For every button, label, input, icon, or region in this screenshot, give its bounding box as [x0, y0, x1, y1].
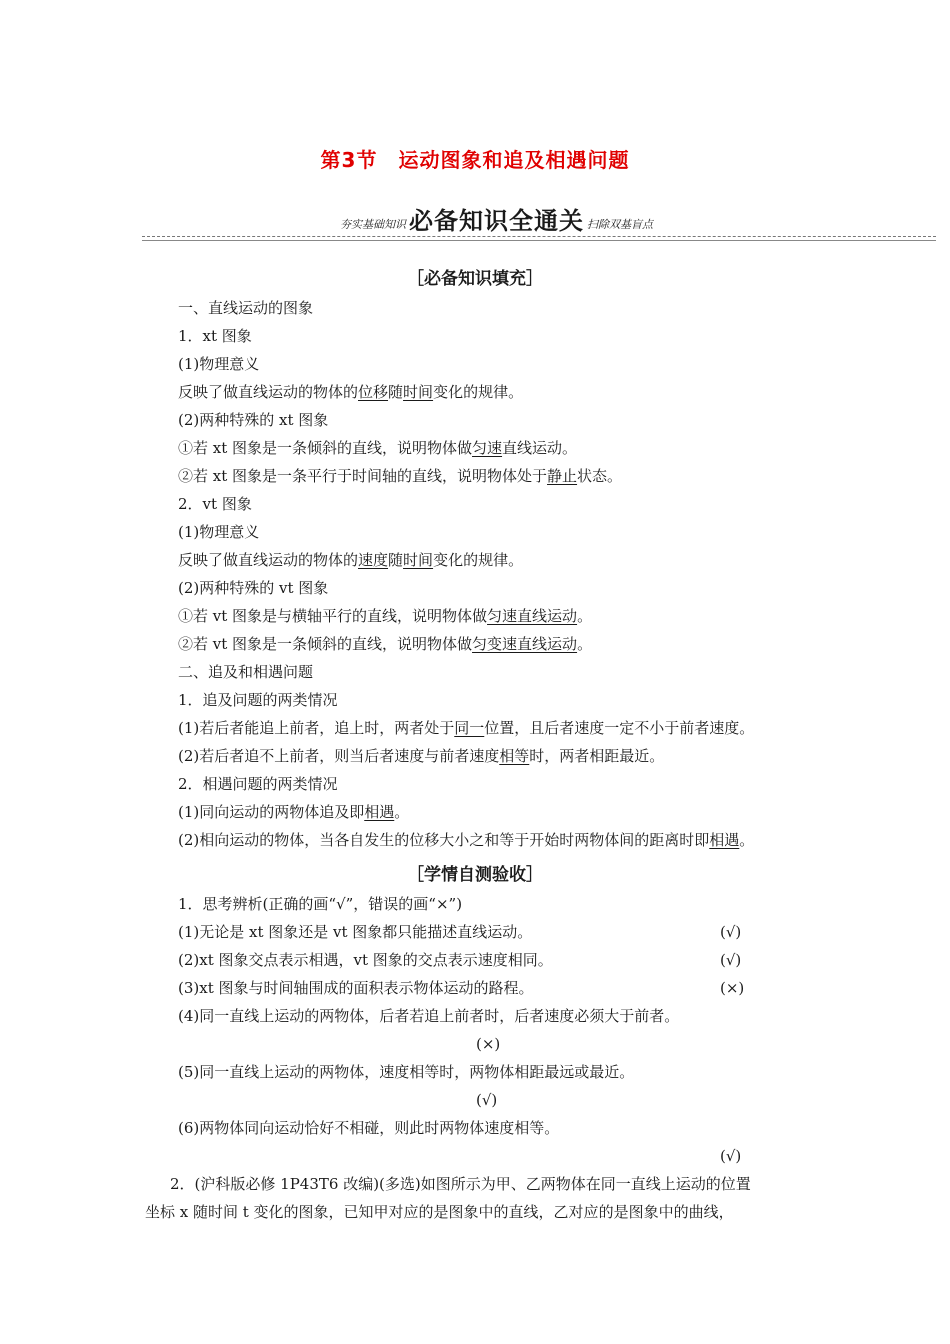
- text-line: [178, 382, 523, 402]
- question-line: (5)同一直线上运动的两物体，速度相等时，两物体相距最远或最近。: [178, 1063, 635, 1081]
- text-line: 1．追及问题的两类情况: [178, 691, 338, 709]
- answer-blank: 匀变速直线运动: [472, 635, 578, 653]
- divider: [142, 236, 936, 237]
- section-heading-selftest: ［学情自测验收］: [407, 865, 543, 885]
- section-banner: [340, 206, 653, 236]
- text-line: 一、直线运动的图象: [178, 299, 314, 317]
- question-line: (6)两物体同向运动恰好不相碰，则此时两物体速度相等。: [178, 1119, 560, 1137]
- answer-mark: (×): [720, 979, 745, 997]
- answer-mark: (√): [720, 951, 742, 969]
- text-line: [178, 550, 523, 570]
- answer-blank: 相遇: [709, 831, 740, 849]
- text-line: [178, 466, 622, 486]
- question-line: (1)无论是 xt 图象还是 vt 图象都只能描述直线运动。: [178, 923, 533, 941]
- answer-mark: (√): [720, 923, 742, 941]
- text-span: ②若 vt 图象是一条倾斜的直线，说明物体做: [178, 635, 473, 653]
- text-span: 反映了做直线运动的物体的: [178, 383, 359, 401]
- section-heading-knowledge: ［必备知识填充］: [407, 269, 543, 289]
- text-span: 。: [394, 803, 410, 821]
- text-line: [178, 802, 409, 822]
- text-line: [178, 718, 754, 738]
- text-span: (2)相向运动的物体，当各自发生的位移大小之和等于开始时两物体间的距离时即: [178, 831, 710, 849]
- text-span: (2)若后者追不上前者，则当后者速度与前者速度: [178, 747, 500, 765]
- answer-blank: 匀速直线运动: [487, 607, 578, 625]
- question-line: (3)xt 图象与时间轴围成的面积表示物体运动的路程。: [178, 979, 534, 997]
- text-span: 。: [739, 831, 755, 849]
- answer-blank: 相等: [499, 747, 530, 765]
- answer-blank: 速度: [358, 551, 389, 569]
- answer-mark: (√): [476, 1091, 498, 1109]
- text-span: 位置，且后者速度一定不小于前者速度。: [484, 719, 755, 737]
- text-span: 状态。: [577, 467, 623, 485]
- banner-center: 必备知识全通关: [409, 207, 584, 235]
- answer-blank: 静止: [547, 467, 578, 485]
- text-line: [178, 746, 664, 766]
- text-span: 。: [577, 607, 593, 625]
- banner-left: 夯实基础知识: [340, 218, 406, 231]
- text-line: [178, 830, 754, 850]
- text-line: (2)两种特殊的 xt 图象: [178, 411, 329, 429]
- text-span: 时，两者相距最近。: [529, 747, 665, 765]
- question-line: (2)xt 图象交点表示相遇，vt 图象的交点表示速度相同。: [178, 951, 553, 969]
- question-line: (4)同一直线上运动的两物体，后者若追上前者时，后者速度必须大于前者。: [178, 1007, 680, 1025]
- text-line: 2．相遇问题的两类情况: [178, 775, 338, 793]
- text-line: [178, 634, 592, 654]
- text-span: (1)若后者能追上前者，追上时，两者处于: [178, 719, 455, 737]
- problem-line: 坐标 x 随时间 t 变化的图象，已知甲对应的是图象中的直线，乙对应的是图象中的曲线，: [145, 1203, 734, 1221]
- answer-blank: 同一: [454, 719, 485, 737]
- answer-blank: 时间: [403, 551, 434, 569]
- text-span: 变化的规律。: [433, 551, 524, 569]
- text-span: 反映了做直线运动的物体的: [178, 551, 359, 569]
- text-span: 变化的规律。: [433, 383, 524, 401]
- text-line: [178, 606, 592, 626]
- divider: [142, 240, 936, 241]
- text-span: ②若 xt 图象是一条平行于时间轴的直线，说明物体处于: [178, 467, 548, 485]
- text-line: [178, 438, 577, 458]
- text-span: ①若 vt 图象是与横轴平行的直线，说明物体做: [178, 607, 488, 625]
- text-line: (1)物理意义: [178, 355, 260, 373]
- answer-blank: 位移: [358, 383, 389, 401]
- text-span: ①若 xt 图象是一条倾斜的直线，说明物体做: [178, 439, 473, 457]
- text-line: 二、追及和相遇问题: [178, 663, 314, 681]
- page-title: 第3节 运动图象和追及相遇问题: [320, 148, 630, 172]
- answer-mark: (×): [476, 1035, 501, 1053]
- text-line: 1．xt 图象: [178, 327, 252, 345]
- question-line: 1．思考辨析(正确的画“√”，错误的画“×”): [178, 895, 463, 913]
- text-line: (1)物理意义: [178, 523, 260, 541]
- text-span: 随: [388, 383, 404, 401]
- text-span: 。: [577, 635, 593, 653]
- answer-mark: (√): [720, 1147, 742, 1165]
- answer-blank: 相遇: [364, 803, 395, 821]
- text-line: (2)两种特殊的 vt 图象: [178, 579, 329, 597]
- problem-line: 2．(沪科版必修 1P43T6 改编)(多选)如图所示为甲、乙两物体在同一直线上运动的位置: [170, 1175, 751, 1193]
- text-line: 2．vt 图象: [178, 495, 252, 513]
- answer-blank: 匀速: [472, 439, 503, 457]
- banner-right: 扫除双基盲点: [587, 218, 653, 231]
- text-span: 直线运动。: [502, 439, 578, 457]
- answer-blank: 时间: [403, 383, 434, 401]
- text-span: 随: [388, 551, 404, 569]
- text-span: (1)同向运动的两物体追及即: [178, 803, 365, 821]
